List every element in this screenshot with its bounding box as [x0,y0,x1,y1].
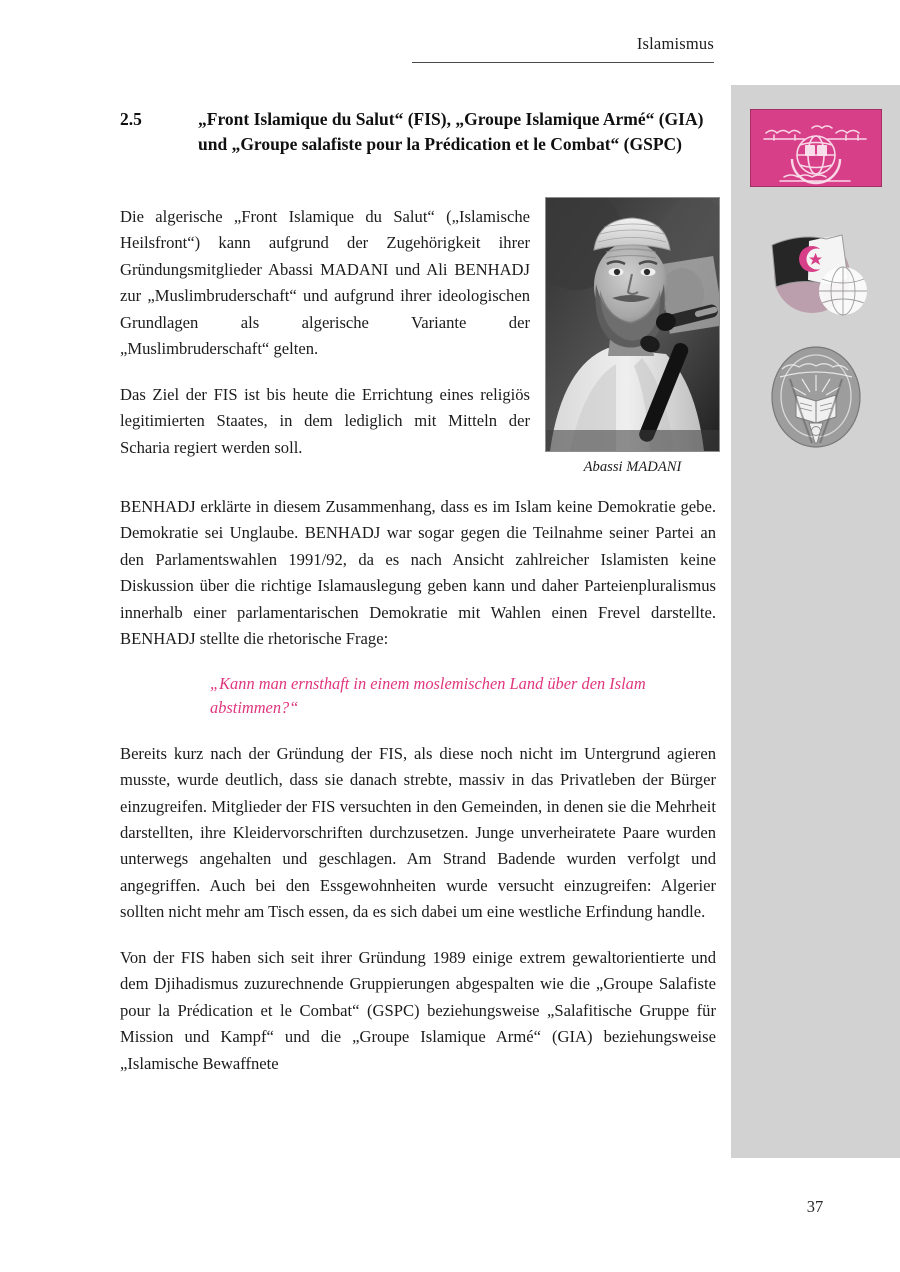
pull-quote: „Kann man ernsthaft in einem moslemischen Land über den Islam abstimmen?“ [210,673,646,717]
paragraph-fis-gruendung: Bereits kurz nach der Gründung der FIS, als diese noch nicht im Untergrund agieren musste, wurde deutlich, dass sie danach strebte, massiv in das Privatleben der Bürger einzugreifen. Mitglieder der FIS versuchten in den Gemeinden, in denen sie die Mehrheit darstellten, ihre Kleidervorschriften durchzusetzen. Junge unverheiratete Paare wurden unterwegs angehalten und geschlagen. Am Strand Badende wurden verfolgt und angegriffen. Auch bei den Essgewohnheiten wurde versucht einzugreifen: Algerier sollten nicht mehr am Tisch essen, da es sich dabei um eine westliche Erfindung handle. [120,743,716,922]
section-number: 2.5 [120,109,142,129]
page-number: 37 [806,1197,824,1216]
sidebar-gray-band [731,85,900,1158]
running-head: Islamismus [636,34,714,53]
figure-abassi-madani [545,197,720,476]
sidebar-figure-gspc-emblem [731,337,900,455]
main-text-column [120,494,716,1096]
paragraph-abspaltungen: Von der FIS haben sich seit ihrer Gründung 1989 einige extrem gewaltorientierte und dem Djihadismus zuzurechnende Gruppierungen abgespalten wie die „Groupe Salafiste pour la Prédication et le Combat“ (GSPC) beziehungsweise „Salafitische Gruppe für Mission und Kampf“ und die „Groupe Islamique Armé“ (GIA) beziehungsweise „Islamische Bewaffnete [120,947,716,1073]
paragraph-benhadj: BENHADJ erklärte in diesem Zusammenhang, dass es im Islam keine Demokratie gebe. Demokratie sei Unglaube. BENHADJ war sogar gegen die Teilnahme seiner Partei an den Parlamentswahlen 1991/92, da es nach Ansicht zahlreicher Islamisten keine Diskussion über die richtige Islamauslegung geben kann und daher Parteienpluralismus innerhalb einer parlamentarischen Demokratie mit Wahlen einen Frevel darstellte. BENHADJ stellte die rhetorische Frage: [120,497,716,649]
paragraph-intro-2: Das Ziel der FIS ist bis heute die Errichtung eines religiös legitimierten Staates, in dem lediglich mit Mitteln der Scharia regiert werden soll. [120,384,530,457]
photo-abassi-madani [545,197,720,452]
gspc-emblem-logo [756,339,876,453]
running-head-rule [412,62,714,63]
sidebar-figure-fis-emblem [731,108,900,188]
fis-emblem-logo [750,109,882,187]
section-heading [120,107,720,157]
intro-text-column [120,204,530,461]
sidebar-figure-algerian-flag [731,215,900,325]
algerian-flag-graphic [750,217,882,323]
page-title: „Front Islamique du Salut“ (FIS), „Groupe Islamique Armé“ (GIA) und „Groupe salafiste pour la Prédication et le Combat“ (GSPC) [198,109,704,154]
paragraph-intro-1: Die algerische „Front Islamique du Salut“ („Islamische Heilsfront“) kann aufgrund der Zugehörigkeit ihrer Gründungsmitglieder Abassi MADANI und Ali BENHADJ zur „Muslimbruderschaft“ und aufgrund ihrer ideologischen Grundlagen als algerische Variante der „Muslimbruderschaft“ gelten. [120,207,530,359]
figure-caption: Abassi MADANI [583,459,682,475]
portrait-photo-graphic [546,198,719,451]
